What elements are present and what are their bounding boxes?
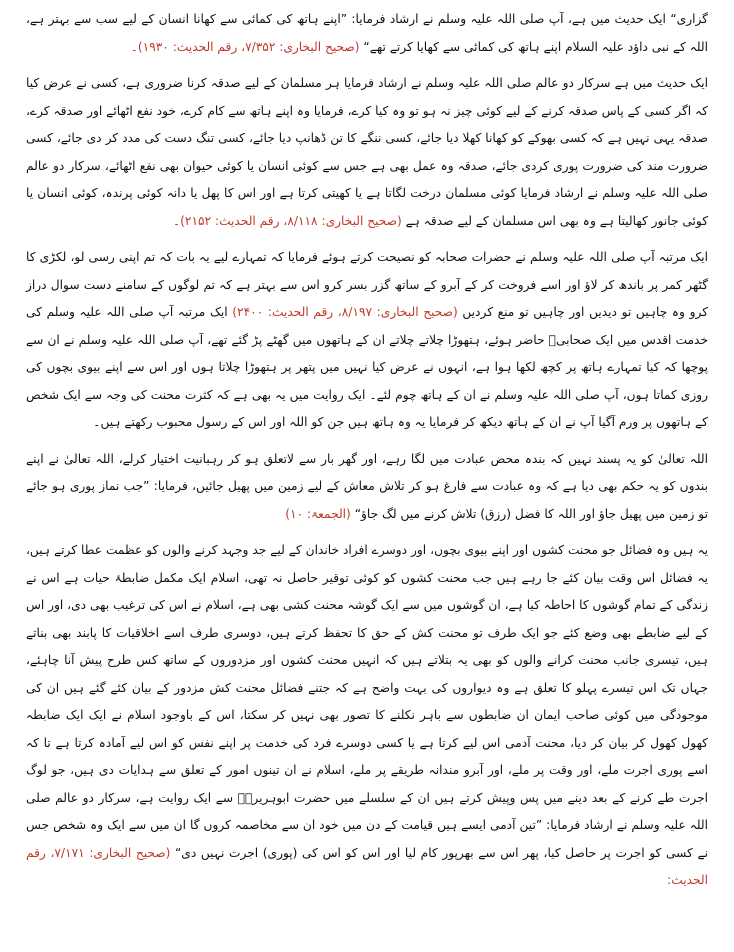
hadith-reference-2: (صحیح البخاری: ۸/۱۱۸، رقم الحدیث: ۲۱۵۲)۔ <box>173 213 402 228</box>
hadith-reference-5: (صحیح البخاری: ۷/۱۷۱، رقم الحدیث: <box>26 845 708 887</box>
paragraph-2-text: ایک حدیث میں ہے سرکار دو عالم صلی اللہ علیہ وسلم نے ارشاد فرمایا ہر مسلمان کے لیے صدقہ کرنا ضروری ہے، کسی نے عرض کیا کہ اگر کسی کے پاس صدقہ کرنے کے لیے کوئی چیز نہ ہو تو وہ کیا کرے، فرمایا وہ اپنے ہاتھ سے کام کرے، خود نفع اٹھائے اور صدقہ کرے، صدقہ یہی نہیں ہے کہ کسی بھوکے کو کھانا کھلا دیا جائے، کسی ننگے کا تن ڈھانپ دیا جائے، کسی تنگ دست کی مدد کر دی جائے، کسی ضرورت مند کی ضرورت پوری کردی جائے، صدقہ وہ عمل بھی ہے جس سے کوئی انسان یا کوئی حیوان بھی نفع اٹھائے، سرکار دو عالم صلی اللہ علیہ وسلم نے ارشاد فرمایا کوئی مسلمان درخت لگاتا ہے یا کھیتی کرتا ہے اور اس کا پھل یا دانہ کوئی پرندہ، کوئی انسان یا کوئی جانور کھالیتا ہے وہ بھی اس مسلمان کے لیے صدقہ ہے <box>26 76 708 228</box>
paragraph-3-text-continued: ایک مرتبہ آپ صلی اللہ علیہ وسلم کی خدمت اقدس میں ایک صحابیؓ حاضر ہوئے، ہتھوڑا چلاتے چلاتے ان کے ہاتھوں میں گھٹے پڑ گئے تھے، آپ صلی اللہ علیہ وسلم نے ان سے پوچھا کہ کیا تمہارے ہاتھ پر کچھ لکھا ہوا ہے، انہوں نے عرض کیا نہیں میں پتھر پر ہتھوڑا چلاتا ہوں اور اس سے اپنے بیوی بچوں کی روزی کماتا ہوں، آپ صلی اللہ علیہ وسلم نے ان کے ہاتھ چوم لئے۔ ایک روایت میں یہ بھی ہے کہ کثرت محنت کی وجہ سے ایک شخص کے ہاتھوں پر ورم آگیا آپ نے ان کے ہاتھ دیکھ کر فرمایا یہ وہ ہاتھ ہیں جن کو اللہ اور اس کے رسول محبوب رکھتے ہیں۔ <box>26 305 708 429</box>
paragraph-2 <box>26 70 708 235</box>
paragraph-5 <box>26 537 708 895</box>
paragraph-1-text: گزاری“ ایک حدیث میں ہے، آپ صلی اللہ علیہ وسلم نے ارشاد فرمایا: ”اپنے ہاتھ کی کمائی سے کھانا انسان کے لیے سب سے بہتر ہے، اللہ کے نبی داؤد علیہ السلام اپنے ہاتھ کی کمائی سے کھایا کرتے تھے“ <box>26 12 708 54</box>
paragraph-5-text: یہ ہیں وہ فضائل جو محنت کشوں اور اپنے بیوی بچوں، اور دوسرے افراد خاندان کے لیے جد وجہد کرنے والوں کو عظمت عطا کرتے ہیں، یہ فضائل اس وقت بیان کئے جا رہے ہیں جب محنت کشوں کو کوئی توقیر حاصل نہ تھی، اسلام ایک مکمل ضابطۂ حیات ہے اس نے زندگی کے تمام گوشوں کا احاطہ کیا ہے، ان گوشوں میں سے ایک گوشہ محنت کشی بھی ہے، اسلام نے اس کی ترغیب بھی دی، اور اس کے لیے ضابطے بھی وضع کئے جو ایک طرف تو محنت کش کے حق کا تحفظ کرتے ہیں، دوسری طرف اسے اخلاقیات کا پابند بھی بناتے ہیں، تیسری جانب محنت کرانے والوں کو بھی یہ بتلاتے ہیں کہ انہیں محنت کشوں اور مزدوروں کے ساتھ کس طرح پیش آنا چاہئے، جہاں تک اس تیسرے پہلو کا تعلق ہے وہ دیواروں کی بہت واضح ہے کہ جتنے فضائل محنت کش مزدور کے بیان کئے گئے ہیں ان کی موجودگی میں کوئی صاحب ایمان ان ضابطوں سے باہر نکلنے کا تصور بھی نہیں کر سکتا، اس کے باوجود اسلام نے ایک ایک ضابطہ کھول کھول کر بیان کر دیا، محنت آدمی اس لیے کرتا ہے یا کسی دوسرے فرد کی خدمت پر اپنے نفس کو اس لیے آمادہ کرتا ہے تا کہ اسے پوری اجرت ملے، اور وقت پر ملے، اور آبرو مندانہ طریقے پر ملے، اسلام نے ان تینوں امور کے تعلق سے ہدایات دی ہیں، جو لوگ اجرت طے کرنے کے بعد دینے میں پس وپیش کرتے ہیں ان کے سلسلے میں حضرت ابوہریرہؓ سے ایک روایت ہے، سرکار دو عالم صلی اللہ علیہ وسلم نے ارشاد فرمایا: ”تین آدمی ایسے ہیں قیامت کے دن میں خود ان سے مخاصمہ کروں گا ان میں سے ایک وہ شخص جس نے کسی کو اجرت پر حاصل کیا، پھر اس سے بھرپور کام لیا اور اس کو اس کی (پوری) اجرت نہیں دی“ <box>26 543 708 860</box>
paragraph-4-text: اللہ تعالیٰ کو یہ پسند نہیں کہ بندہ محض عبادت میں لگا رہے، اور گھر بار سے لاتعلق ہو کر رہبانیت اختیار کرلے، اللہ تعالیٰ نے اپنے بندوں کو یہ حکم بھی دیا ہے کہ وہ عبادت سے فارغ ہو کر تلاش معاش کے لیے زمین میں پھیل جائیں، فرمایا: ”جب نماز پوری ہو جائے تو زمین میں پھیل جاؤ اور اللہ کا فضل (رزق) تلاش کرنے میں لگ جاؤ“ <box>26 451 708 521</box>
paragraph-3-text: ایک مرتبہ آپ صلی اللہ علیہ وسلم نے حضرات صحابہ کو نصیحت کرتے ہوئے فرمایا کہ تمہارے لیے یہ بات کہ تم اپنی رسی لو، لکڑی کا گٹھر کمر پر باندھ کر لاؤ اور اسے فروخت کر کے آبرو کے ساتھ گزر بسر کرو اس سے بہتر ہے کہ تم لوگوں کے سامنے دست سوال دراز کرو وہ چاہیں تو دیدیں اور چاہیں تو منع کردیں <box>26 250 708 319</box>
paragraph-3 <box>26 244 708 437</box>
quran-reference: (الجمعۃ: ۱۰) <box>285 506 351 521</box>
paragraph-1 <box>26 6 708 61</box>
paragraph-4 <box>26 446 708 529</box>
hadith-reference-1: (صحیح البخاری: ۷/۳۵۲، رقم الحدیث: ۱۹۳۰)۔ <box>130 39 360 54</box>
hadith-reference-3: (صحیح البخاری: ۸/۱۹۷، رقم الحدیث: ۲۴۰۰) <box>232 305 458 319</box>
